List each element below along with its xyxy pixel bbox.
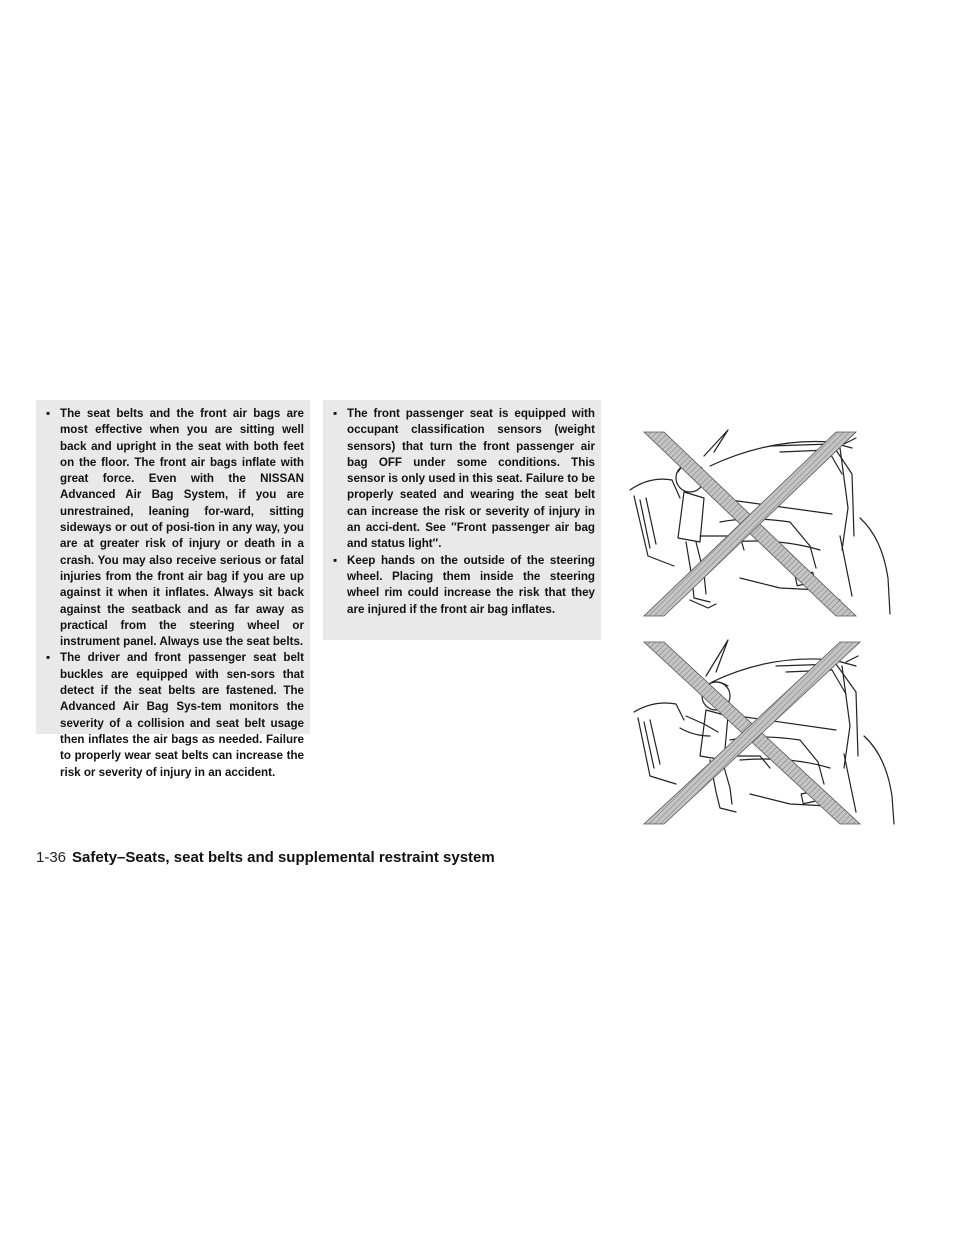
warning-item bbox=[44, 650, 304, 780]
warning-item bbox=[44, 406, 304, 650]
warning-text: Keep hands on the outside of the steering wheel. Placing them inside the steering wheel rim could increase the risk that they are injured if the front air bag inflates. bbox=[347, 553, 595, 616]
page-number: 1-36 bbox=[36, 849, 67, 866]
warning-item bbox=[331, 406, 595, 553]
car-interior-illustration bbox=[620, 418, 940, 620]
warning-list-left bbox=[44, 406, 304, 781]
bullet-icon: ▪ bbox=[333, 407, 338, 420]
warning-text: The seat belts and the front air bags are most effective when you are sitting well back and upright in the seat with both feet on the floor. The front air bags inflate with great force. Even with the NISSAN Advanced Air Bag System, if you are unrestrained, leaning for-ward, sitting sideways or out of posi-tion in any way, you are at greater risk of injury or death in a crash. You may also receive serious or fatal injuries from the front air bag if you are up against it when it inflates. Always sit back against the seatback and as far away as practical from the steering wheel or instrument panel. Always use the seat belts. bbox=[60, 407, 304, 649]
bullet-icon: ▪ bbox=[46, 407, 51, 420]
warning-box-right bbox=[323, 400, 601, 640]
car-interior-illustration bbox=[620, 632, 940, 828]
warning-item bbox=[331, 553, 595, 618]
warning-text: The front passenger seat is equipped with occupant classification sensors (weight sensors) that turn the front passenger air bag OFF under some conditions. This sensor is only used in this seat. Failure to be properly seated and wearing the seat belt can increase the risk or severity of injury in an acci-dent. See ″Front passenger air bag and status light″. bbox=[347, 407, 595, 551]
bullet-icon: ▪ bbox=[46, 651, 51, 665]
warning-box-left bbox=[36, 400, 310, 779]
bullet-icon: ▪ bbox=[333, 553, 338, 567]
illustration-child-close-to-wheel bbox=[620, 632, 940, 828]
warning-text: The driver and front passenger seat belt buckles are equipped with sen-sors that detect if the seat belts are fastened. The Advanced Air Bag Sys-tem monitors the severity of a collision and seat belt usage then inflates the air bags as needed. Failure to properly wear seat belts can increase the risk or severity of injury in an accident. bbox=[60, 651, 304, 779]
section-title: Safety–Seats, seat belts and supplemental restraint system bbox=[72, 849, 495, 866]
page-footer bbox=[36, 849, 495, 866]
illustration-child-leaning-forward bbox=[620, 418, 940, 620]
warning-list-right bbox=[331, 406, 595, 618]
